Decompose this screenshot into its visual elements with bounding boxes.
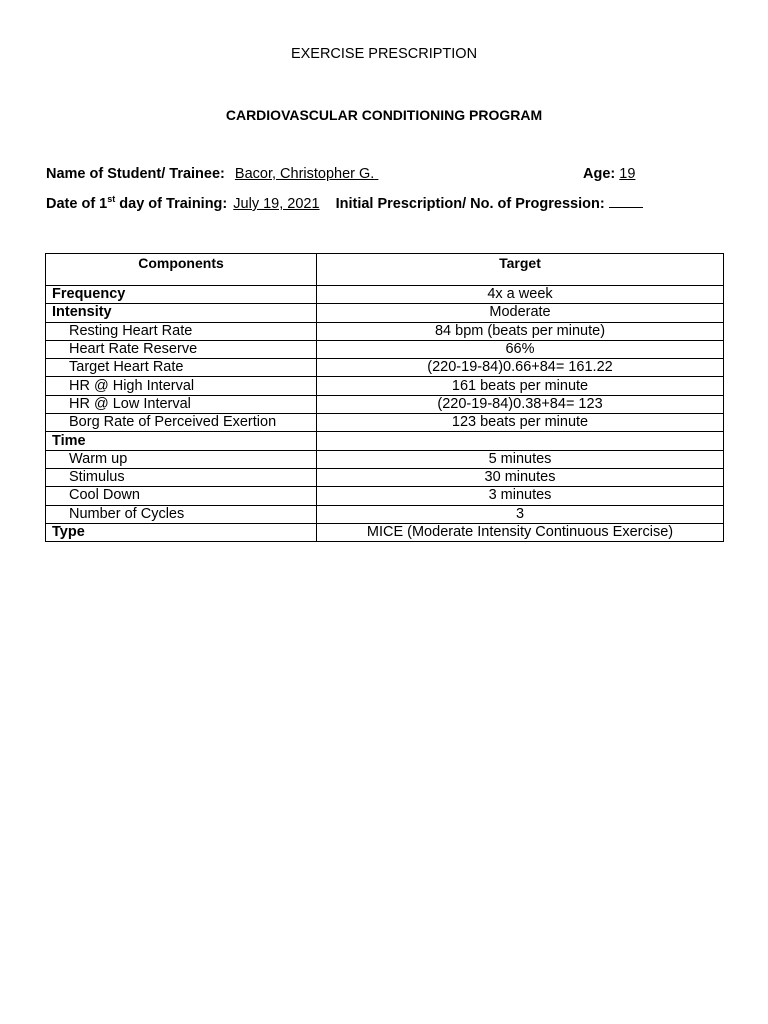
header-components: Components: [46, 254, 317, 286]
target-cell: (220-19-84)0.66+84= 161.22: [317, 359, 724, 377]
student-name-line: [46, 166, 378, 182]
component-cell: Resting Heart Rate: [46, 322, 317, 340]
prescription-table: [45, 253, 724, 542]
table-row: [46, 468, 724, 486]
table-row: [46, 414, 724, 432]
component-cell: Target Heart Rate: [46, 359, 317, 377]
student-name-label: Name of Student/ Trainee:: [46, 166, 225, 182]
component-cell: Time: [46, 432, 317, 450]
component-cell: HR @ High Interval: [46, 377, 317, 395]
table-row: [46, 505, 724, 523]
table-row: [46, 304, 724, 322]
target-cell: 3: [317, 505, 724, 523]
component-cell: Heart Rate Reserve: [46, 340, 317, 358]
progression-label: Initial Prescription/ No. of Progression:: [335, 196, 605, 212]
component-cell: Number of Cycles: [46, 505, 317, 523]
training-date-line: [46, 195, 643, 212]
component-cell: Intensity: [46, 304, 317, 322]
student-name-value: Bacor, Christopher G.: [234, 166, 375, 182]
age-value: 19: [619, 166, 636, 182]
target-cell: 4x a week: [317, 286, 724, 304]
target-cell: 161 beats per minute: [317, 377, 724, 395]
table-row: [46, 487, 724, 505]
target-cell: 84 bpm (beats per minute): [317, 322, 724, 340]
training-date-label: [46, 196, 227, 212]
table-row: [46, 286, 724, 304]
table-row: [46, 450, 724, 468]
component-cell: HR @ Low Interval: [46, 395, 317, 413]
component-cell: Warm up: [46, 450, 317, 468]
target-cell: 3 minutes: [317, 487, 724, 505]
program-title: CARDIOVASCULAR CONDITIONING PROGRAM: [225, 107, 543, 123]
table-row: [46, 523, 724, 541]
target-cell: 30 minutes: [317, 468, 724, 486]
target-cell: [317, 432, 724, 450]
header-target: Target: [317, 254, 724, 286]
table-row: [46, 377, 724, 395]
target-cell: MICE (Moderate Intensity Continuous Exercise): [317, 523, 724, 541]
target-cell: Moderate: [317, 304, 724, 322]
date-label-post: day of Training:: [115, 196, 228, 212]
table-row: [46, 340, 724, 358]
name-underline-pad: [374, 166, 378, 182]
table-header-row: [46, 254, 724, 286]
training-date-value: July 19, 2021: [233, 196, 320, 212]
target-cell: 5 minutes: [317, 450, 724, 468]
target-cell: 66%: [317, 340, 724, 358]
document-title: EXERCISE PRESCRIPTION: [290, 46, 478, 62]
target-cell: (220-19-84)0.38+84= 123: [317, 395, 724, 413]
table-row: [46, 432, 724, 450]
table-row: [46, 359, 724, 377]
table-row: [46, 322, 724, 340]
component-cell: Stimulus: [46, 468, 317, 486]
age-label: Age:: [583, 166, 616, 182]
component-cell: Type: [46, 523, 317, 541]
date-label-pre: Date of 1: [46, 196, 108, 212]
progression-blank: [609, 195, 643, 208]
component-cell: Frequency: [46, 286, 317, 304]
component-cell: Cool Down: [46, 487, 317, 505]
component-cell: Borg Rate of Perceived Exertion: [46, 414, 317, 432]
date-label-sup: st: [107, 194, 116, 205]
age-line: [583, 166, 635, 182]
target-cell: 123 beats per minute: [317, 414, 724, 432]
table-row: [46, 395, 724, 413]
